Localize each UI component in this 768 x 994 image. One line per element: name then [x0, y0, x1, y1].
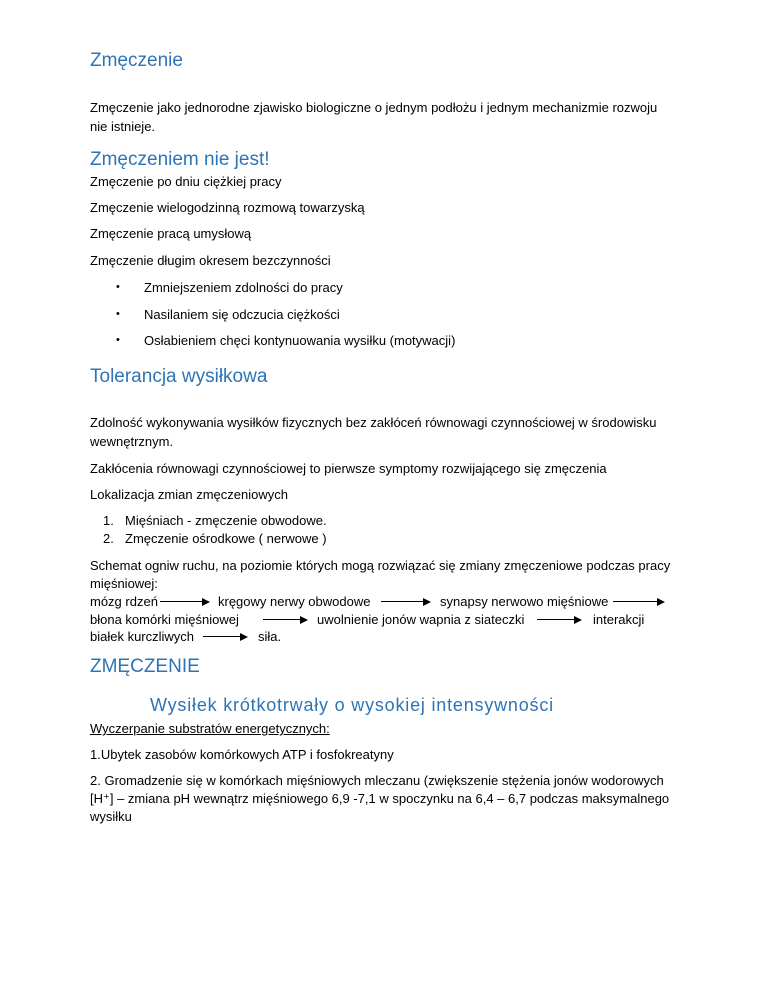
bullet-icon: •: [116, 308, 120, 320]
intro-paragraph-line-2: nie istnieje.: [90, 119, 156, 134]
schema-paragraph-line-1: Schemat ogniw ruchu, na poziomie których mogą rozwiązać się zmiany zmęczeniowe podczas pracy: [90, 558, 671, 573]
tolerance-definition-line-2: wewnętrznym.: [90, 434, 174, 449]
right-arrow-icon: [203, 633, 248, 641]
heading-zmeczenie-caps: ZMĘCZENIE: [90, 656, 200, 677]
subheading-short-intense-effort: Wysiłek krótkotrwały o wysokiej intensywności: [150, 695, 554, 715]
depletion-item-2-line-2: [H⁺] – zmiana pH wewnątrz mięśniowego 6,9 -7,1 w spoczynku na 6,4 – 6,7 podczas maksymalnego: [90, 791, 670, 806]
not-fatigue-line-2: Zmęczenie wielogodzinną rozmową towarzyską: [90, 200, 365, 215]
chain-node: interakcji: [593, 612, 645, 627]
bullet-item-1: Zmniejszeniem zdolności do pracy: [144, 280, 343, 295]
depletion-item-2-line-3: wysiłku: [90, 809, 132, 824]
bullet-icon: •: [116, 281, 120, 293]
list-item-2: Zmęczenie ośrodkowe ( nerwowe ): [125, 531, 327, 546]
heading-tolerancja: Tolerancja wysiłkowa: [90, 366, 268, 387]
chain-node: kręgowy nerwy obwodowe: [218, 594, 371, 609]
tolerance-definition-line-1: Zdolność wykonywania wysiłków fizycznych bez zakłóceń równowagi czynnościowej w środowisku: [90, 415, 657, 430]
depletion-heading: Wyczerpanie substratów energetycznych:: [90, 721, 330, 736]
right-arrow-icon: [613, 598, 665, 606]
chain-node: mózg rdzeń: [90, 594, 158, 609]
heading-nie-jest: Zmęczeniem nie jest!: [90, 149, 270, 170]
chain-node: błona komórki mięśniowej: [90, 612, 239, 627]
intro-paragraph-line-1: Zmęczenie jako jednorodne zjawisko biologiczne o jednym podłożu i jednym mechanizmie rozwoju: [90, 100, 658, 115]
bullet-item-3: Osłabieniem chęci kontynuowania wysiłku (motywacji): [144, 333, 456, 348]
chain-node: białek kurczliwych: [90, 629, 195, 644]
right-arrow-icon: [537, 616, 582, 624]
list-number-2: 2.: [103, 531, 114, 546]
bullet-item-2: Nasilaniem się odczucia ciężkości: [144, 307, 340, 322]
chain-node: siła.: [258, 629, 282, 644]
chain-node: synapsy nerwowo mięśniowe: [440, 594, 609, 609]
depletion-item-1: 1.Ubytek zasobów komórkowych ATP i fosfokreatyny: [90, 747, 394, 762]
right-arrow-icon: [160, 598, 210, 606]
chain-node: uwolnienie jonów wapnia z siateczki: [317, 612, 525, 627]
bullet-icon: •: [116, 334, 120, 346]
right-arrow-icon: [263, 616, 308, 624]
heading-zmeczenie: Zmęczenie: [90, 50, 183, 71]
list-item-1: Mięśniach - zmęczenie obwodowe.: [125, 513, 327, 528]
not-fatigue-line-1: Zmęczenie po dniu ciężkiej pracy: [90, 174, 282, 189]
right-arrow-icon: [381, 598, 431, 606]
localization-heading: Lokalizacja zmian zmęczeniowych: [90, 487, 288, 502]
not-fatigue-line-3: Zmęczenie pracą umysłową: [90, 226, 252, 241]
schema-paragraph-line-2: mięśniowej:: [90, 576, 158, 591]
depletion-item-2-line-1: 2. Gromadzenie się w komórkach mięśniowych mleczanu (zwiększenie stężenia jonów wodorowych: [90, 773, 664, 788]
list-number-1: 1.: [103, 513, 114, 528]
not-fatigue-line-4: Zmęczenie długim okresem bezczynności: [90, 253, 331, 268]
disturbances-paragraph: Zakłócenia równowagi czynnościowej to pierwsze symptomy rozwijającego się zmęczenia: [90, 461, 607, 476]
